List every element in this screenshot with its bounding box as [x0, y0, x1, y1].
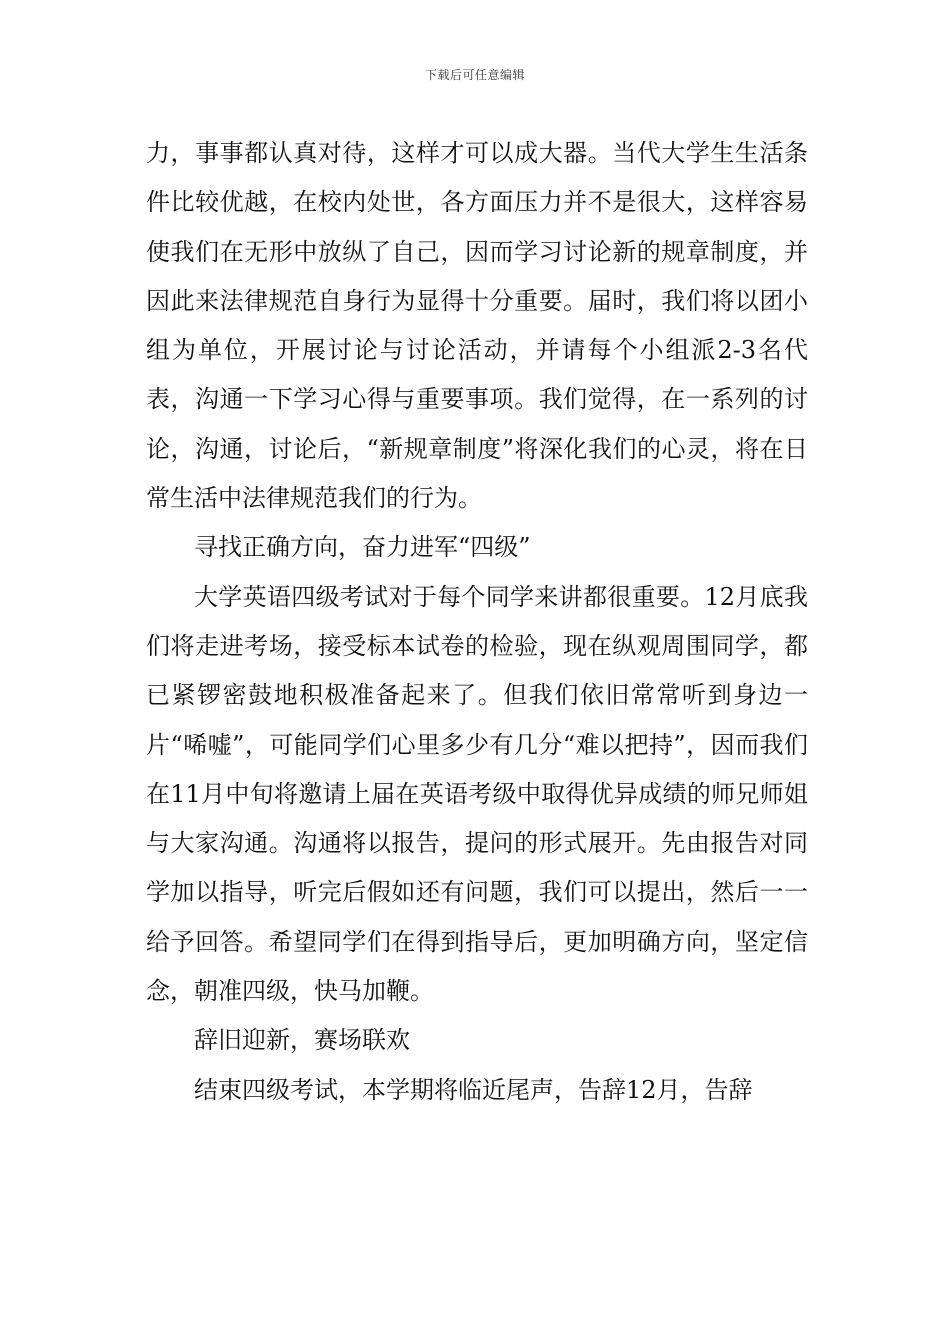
document-body: [146, 129, 808, 1115]
paragraph-continuation: 力，事事都认真对待，这样才可以成大器。当代大学生生活条件比较优越，在校内处世，各方面压力并不是很大，这样容易使我们在无形中放纵了自己，因而学习讨论新的规章制度，并因此来法律规范自身行为显得十分重要。届时，我们将以团小组为单位，开展讨论与讨论活动，并请每个小组派2-3名代表，沟通一下学习心得与重要事项。我们觉得，在一系列的讨论，沟通，讨论后，“新规章制度”将深化我们的心灵，将在日常生活中法律规范我们的行为。: [146, 139, 808, 513]
page-header-note: 下载后可任意编辑: [424, 68, 525, 82]
paragraph-cet4: 大学英语四级考试对于每个同学来讲都很重要。12月底我们将走进考场，接受标本试卷的检验，现在纵观周围同学，都已紧锣密鼓地积极准备起来了。但我们依旧常常听到身边一片“唏嘘”，可能同学们心里多少有几分“难以把持”，因而我们在11月中旬将邀请上届在英语考级中取得优异成绩的师兄师姐与大家沟通。沟通将以报告，提问的形式展开。先由报告对同学加以指导，听完后假如还有问题，我们可以提出，然后一一给予回答。希望同学们在得到指导后，更加明确方向，坚定信念，朝准四级，快马加鞭。: [146, 582, 808, 1006]
section-heading-cet4: 寻找正确方向，奋力进军“四级”: [194, 533, 531, 562]
paragraph-new-year: 结束四级考试，本学期将临近尾声，告辞12月，告辞: [194, 1075, 753, 1104]
section-heading-new-year: 辞旧迎新，赛场联欢: [194, 1026, 410, 1055]
